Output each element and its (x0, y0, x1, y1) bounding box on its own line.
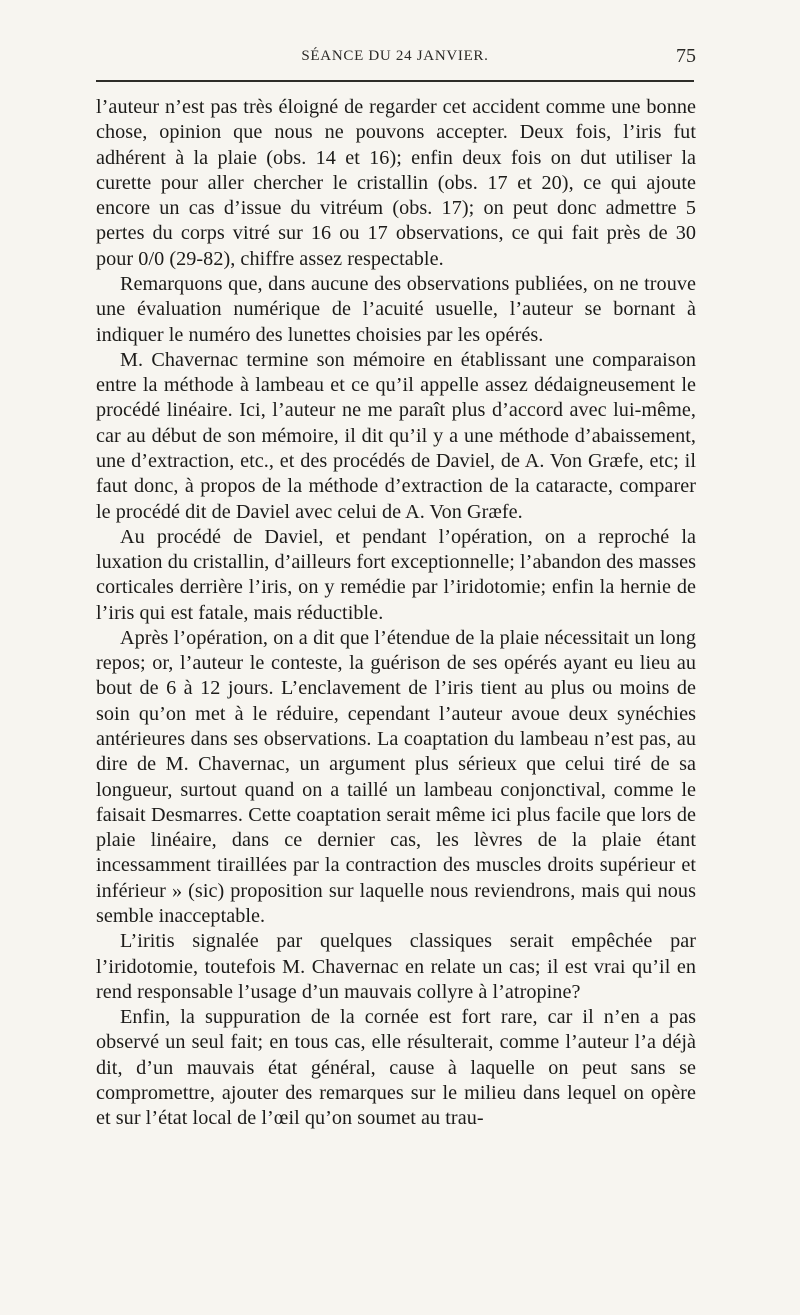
paragraph-chavernac-comparaison: M. Chavernac termine son mémoire en établissant une comparaison entre la méthode à lambeau et ce qu’il appelle assez dédaigneusement le procédé linéaire. Ici, l’auteur ne me paraît plus d’accord avec lui-même, car au début de son mémoire, il dit qu’il y a une méthode d’abaissement, une d’extraction, etc., et des procédés de Daviel, de A. Von Græfe, etc; il faut donc, à propos de la méthode d’extraction de la cataracte, comparer le procédé dit de Daviel avec celui de A. Von Græfe. (96, 348, 696, 523)
paragraph-continued: l’auteur n’est pas très éloigné de regarder cet accident comme une bonne chose, opinion que nous ne pouvons accepter. Deux fois, l’iris fut adhérent à la plaie (obs. 14 et 16); enfin deux fois on dut utiliser la curette pour aller chercher le cristallin (obs. 17 et 20), ce qui ajoute encore un cas d’issue du vitréum (obs. 17); on peut donc admettre 5 pertes du corps vitré sur 16 ou 17 observations, ce qui fait près de 30 pour 0/0 (29-82), chiffre assez respectable. (96, 96, 696, 270)
page-header (94, 44, 696, 70)
paragraph-suppuration: Enfin, la suppuration de la cornée est fort rare, car il n’en a pas observé un seul fait; en tous cas, elle résulterait, comme l’auteur l’a déjà dit, d’un mauvais état général, cause à laquelle on peut sans se compromettre, ajouter des remarques sur le milieu dans lequel on opère et sur l’état local de l’œil qu’on soumet au trau- (96, 1006, 696, 1130)
header-rule (96, 80, 694, 82)
paragraph-remarquons: Remarquons que, dans aucune des observations publiées, on ne trouve une évaluation numérique de l’acuité usuelle, l’auteur se bornant à indiquer le numéro des lunettes choisies par les opérés. (96, 272, 696, 346)
page-number: 75 (676, 45, 696, 67)
paragraph-iritis: L’iritis signalée par quelques classiques serait empêchée par l’iridotomie, toutefois M. Chavernac en relate un cas; il est vrai qu’il en rend responsable l’usage d’un mauvais collyre à l’atropine? (96, 930, 696, 1003)
body-text (96, 95, 696, 1132)
paragraph-procede-daviel: Au procédé de Daviel, et pendant l’opération, on a reproché la luxation du cristallin, d’ailleurs fort exceptionnelle; l’abandon des masses corticales derrière l’iris, on y remédie par l’iridotomie; enfin la hernie de l’iris qui est fatale, mais réductible. (96, 525, 696, 624)
running-head: SÉANCE DU 24 JANVIER. (301, 48, 489, 64)
paragraph-apres-operation: Après l’opération, on a dit que l’étendue de la plaie nécessitait un long repos; or, l’auteur le conteste, la guérison de ses opérés ayant eu lieu au bout de 6 à 12 jours. L’enclavement de l’iris tient au plus ou moins de soin qu’on met à le réduire, cependant l’auteur avoue deux synéchies antérieures dans ses observations. La coaptation du lambeau n’est pas, au dire de M. Chavernac, un argument plus sérieux que celui tiré de sa longueur, surtout quand on a taillé un lambeau conjonctival, comme le faisait Desmarres. Cette coaptation serait même ici plus facile que lors de plaie linéaire, dans ce dernier cas, les lèvres de la plaie étant incessamment tiraillées par la contraction des muscles droits supérieur et inférieur » (sic) proposition sur laquelle nous reviendrons, mais qui nous semble inacceptable. (96, 626, 696, 927)
